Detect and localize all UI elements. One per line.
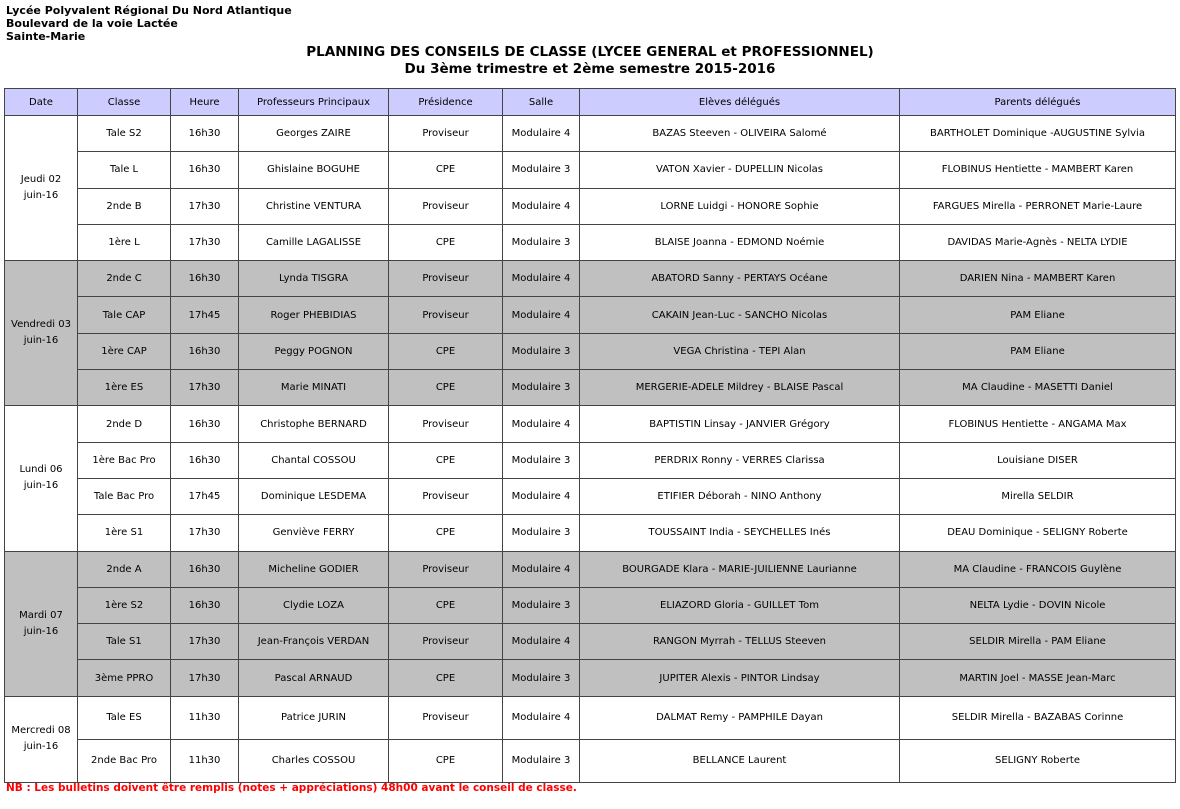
class-cell: 2nde Bac Pro <box>78 739 171 782</box>
column-header: Professeurs Principaux <box>239 89 389 116</box>
table-row <box>5 261 1176 297</box>
table-row <box>5 624 1176 660</box>
teacher-cell: Chantal COSSOU <box>239 442 389 478</box>
time-cell: 16h30 <box>171 551 239 587</box>
teacher-cell: Georges ZAIRE <box>239 116 389 152</box>
teacher-cell: Ghislaine BOGUHE <box>239 152 389 188</box>
class-cell: Tale L <box>78 152 171 188</box>
table-row <box>5 333 1176 369</box>
date-cell <box>5 261 78 406</box>
teacher-cell: Pascal ARNAUD <box>239 660 389 696</box>
column-header: Elèves délégués <box>580 89 900 116</box>
table-row <box>5 116 1176 152</box>
room-cell: Modulaire 3 <box>503 660 580 696</box>
teacher-cell: Roger PHEBIDIAS <box>239 297 389 333</box>
class-cell: 1ère S2 <box>78 587 171 623</box>
student-delegates-cell: MERGERIE-ADELE Mildrey - BLAISE Pascal <box>580 370 900 406</box>
student-delegates-cell: BAZAS Steeven - OLIVEIRA Salomé <box>580 116 900 152</box>
time-cell: 17h30 <box>171 224 239 260</box>
parent-delegates-cell: BARTHOLET Dominique -AUGUSTINE Sylvia <box>900 116 1176 152</box>
school-address: Boulevard de la voie Lactée <box>6 17 178 30</box>
table-row <box>5 515 1176 551</box>
time-cell: 17h30 <box>171 660 239 696</box>
presidency-cell: CPE <box>389 152 503 188</box>
parent-delegates-cell: NELTA Lydie - DOVIN Nicole <box>900 587 1176 623</box>
document-title <box>0 44 1180 78</box>
day-label: Jeudi 02 <box>20 174 62 186</box>
month-label: juin-16 <box>23 741 59 753</box>
room-cell: Modulaire 3 <box>503 224 580 260</box>
room-cell: Modulaire 4 <box>503 478 580 514</box>
time-cell: 17h30 <box>171 370 239 406</box>
teacher-cell: Jean-François VERDAN <box>239 624 389 660</box>
presidency-cell: CPE <box>389 442 503 478</box>
column-header: Présidence <box>389 89 503 116</box>
parent-delegates-cell: DARIEN Nina - MAMBERT Karen <box>900 261 1176 297</box>
parent-delegates-cell: SELDIR Mirella - PAM Eliane <box>900 624 1176 660</box>
room-cell: Modulaire 3 <box>503 442 580 478</box>
teacher-cell: Clydie LOZA <box>239 587 389 623</box>
class-cell: Tale S2 <box>78 116 171 152</box>
parent-delegates-cell: Louisiane DISER <box>900 442 1176 478</box>
time-cell: 16h30 <box>171 152 239 188</box>
month-label: juin-16 <box>23 190 59 202</box>
table-header-row <box>5 89 1176 116</box>
presidency-cell: CPE <box>389 333 503 369</box>
room-cell: Modulaire 4 <box>503 116 580 152</box>
table-row <box>5 224 1176 260</box>
student-delegates-cell: PERDRIX Ronny - VERRES Clarissa <box>580 442 900 478</box>
presidency-cell: Proviseur <box>389 297 503 333</box>
teacher-cell: Charles COSSOU <box>239 739 389 782</box>
presidency-cell: CPE <box>389 515 503 551</box>
planning-table <box>4 88 1176 783</box>
presidency-cell: CPE <box>389 224 503 260</box>
class-cell: Tale CAP <box>78 297 171 333</box>
parent-delegates-cell: DAVIDAS Marie-Agnès - NELTA LYDIE <box>900 224 1176 260</box>
presidency-cell: Proviseur <box>389 696 503 739</box>
parent-delegates-cell: MA Claudine - FRANCOIS Guylène <box>900 551 1176 587</box>
column-header: Date <box>5 89 78 116</box>
class-cell: 1ère Bac Pro <box>78 442 171 478</box>
table-row <box>5 152 1176 188</box>
parent-delegates-cell: PAM Eliane <box>900 297 1176 333</box>
date-cell <box>5 696 78 782</box>
room-cell: Modulaire 4 <box>503 188 580 224</box>
class-cell: 2nde A <box>78 551 171 587</box>
table-row <box>5 478 1176 514</box>
student-delegates-cell: VEGA Christina - TEPI Alan <box>580 333 900 369</box>
presidency-cell: Proviseur <box>389 116 503 152</box>
student-delegates-cell: JUPITER Alexis - PINTOR Lindsay <box>580 660 900 696</box>
date-cell <box>5 116 78 261</box>
parent-delegates-cell: FARGUES Mirella - PERRONET Marie-Laure <box>900 188 1176 224</box>
time-cell: 11h30 <box>171 739 239 782</box>
day-label: Lundi 06 <box>19 464 63 476</box>
column-header: Classe <box>78 89 171 116</box>
class-cell: 2nde D <box>78 406 171 442</box>
parent-delegates-cell: PAM Eliane <box>900 333 1176 369</box>
column-header: Salle <box>503 89 580 116</box>
class-cell: 2nde C <box>78 261 171 297</box>
table-row <box>5 739 1176 782</box>
room-cell: Modulaire 4 <box>503 261 580 297</box>
teacher-cell: Christophe BERNARD <box>239 406 389 442</box>
presidency-cell: Proviseur <box>389 478 503 514</box>
teacher-cell: Genvièvе FERRY <box>239 515 389 551</box>
room-cell: Modulaire 3 <box>503 587 580 623</box>
room-cell: Modulaire 4 <box>503 297 580 333</box>
student-delegates-cell: TOUSSAINT India - SEYCHELLES Inés <box>580 515 900 551</box>
time-cell: 11h30 <box>171 696 239 739</box>
table-row <box>5 370 1176 406</box>
parent-delegates-cell: Mirella SELDIR <box>900 478 1176 514</box>
table-body <box>5 116 1176 783</box>
table-row <box>5 660 1176 696</box>
table-row <box>5 551 1176 587</box>
time-cell: 17h30 <box>171 515 239 551</box>
month-label: juin-16 <box>23 625 59 637</box>
teacher-cell: Micheline GODIER <box>239 551 389 587</box>
student-delegates-cell: ABATORD Sanny - PERTAYS Océane <box>580 261 900 297</box>
room-cell: Modulaire 3 <box>503 152 580 188</box>
class-cell: Tale ES <box>78 696 171 739</box>
month-label: juin-16 <box>23 480 59 492</box>
presidency-cell: CPE <box>389 370 503 406</box>
presidency-cell: Proviseur <box>389 261 503 297</box>
title-line-1: PLANNING DES CONSEILS DE CLASSE (LYCEE GENERAL et PROFESSIONNEL) <box>306 44 874 60</box>
student-delegates-cell: ELIAZORD Gloria - GUILLET Tom <box>580 587 900 623</box>
footnote: NB : Les bulletins doivent être remplis (notes + appréciations) 48h00 avant le conseil de classe. <box>6 782 577 794</box>
student-delegates-cell: BAPTISTIN Linsay - JANVIER Grégory <box>580 406 900 442</box>
time-cell: 17h30 <box>171 188 239 224</box>
teacher-cell: Patrice JURIN <box>239 696 389 739</box>
parent-delegates-cell: SELIGNY Roberte <box>900 739 1176 782</box>
parent-delegates-cell: MARTIN Joel - MASSE Jean-Marc <box>900 660 1176 696</box>
presidency-cell: Proviseur <box>389 188 503 224</box>
teacher-cell: Dominique LESDEMA <box>239 478 389 514</box>
student-delegates-cell: CAKAIN Jean-Luc - SANCHO Nicolas <box>580 297 900 333</box>
class-cell: 1ère L <box>78 224 171 260</box>
title-line-2: Du 3ème trimestre et 2ème semestre 2015-2016 <box>404 61 776 77</box>
table-row <box>5 188 1176 224</box>
class-cell: 1ère ES <box>78 370 171 406</box>
day-label: Vendredi 03 <box>11 319 71 331</box>
presidency-cell: Proviseur <box>389 624 503 660</box>
table-row <box>5 587 1176 623</box>
teacher-cell: Peggy POGNON <box>239 333 389 369</box>
student-delegates-cell: ETIFIER Déborah - NINO Anthony <box>580 478 900 514</box>
table-row <box>5 696 1176 739</box>
time-cell: 16h30 <box>171 442 239 478</box>
time-cell: 16h30 <box>171 587 239 623</box>
date-cell <box>5 406 78 551</box>
class-cell: 3ème PPRO <box>78 660 171 696</box>
time-cell: 17h45 <box>171 297 239 333</box>
table-row <box>5 297 1176 333</box>
room-cell: Modulaire 4 <box>503 406 580 442</box>
room-cell: Modulaire 3 <box>503 739 580 782</box>
parent-delegates-cell: MA Claudine - MASETTI Daniel <box>900 370 1176 406</box>
presidency-cell: CPE <box>389 587 503 623</box>
room-cell: Modulaire 3 <box>503 515 580 551</box>
time-cell: 16h30 <box>171 261 239 297</box>
day-label: Mercredi 08 <box>11 725 71 737</box>
presidency-cell: Proviseur <box>389 406 503 442</box>
school-name: Lycée Polyvalent Régional Du Nord Atlantique <box>6 4 292 17</box>
class-cell: Tale S1 <box>78 624 171 660</box>
column-header: Parents délégués <box>900 89 1176 116</box>
time-cell: 17h30 <box>171 624 239 660</box>
class-cell: 1ère CAP <box>78 333 171 369</box>
student-delegates-cell: BELLANCE Laurent <box>580 739 900 782</box>
school-header <box>6 4 292 43</box>
student-delegates-cell: BOURGADE Klara - MARIE-JUILIENNE Laurianne <box>580 551 900 587</box>
parent-delegates-cell: SELDIR Mirella - BAZABAS Corinne <box>900 696 1176 739</box>
presidency-cell: CPE <box>389 660 503 696</box>
teacher-cell: Camille LAGALISSE <box>239 224 389 260</box>
date-cell <box>5 551 78 696</box>
student-delegates-cell: RANGON Myrrah - TELLUS Steeven <box>580 624 900 660</box>
student-delegates-cell: VATON Xavier - DUPELLIN Nicolas <box>580 152 900 188</box>
presidency-cell: Proviseur <box>389 551 503 587</box>
student-delegates-cell: DALMAT Remy - PAMPHILE Dayan <box>580 696 900 739</box>
room-cell: Modulaire 3 <box>503 333 580 369</box>
table-row <box>5 442 1176 478</box>
parent-delegates-cell: FLOBINUS Hentiette - MAMBERT Karen <box>900 152 1176 188</box>
time-cell: 17h45 <box>171 478 239 514</box>
presidency-cell: CPE <box>389 739 503 782</box>
time-cell: 16h30 <box>171 333 239 369</box>
teacher-cell: Christine VENTURA <box>239 188 389 224</box>
room-cell: Modulaire 4 <box>503 696 580 739</box>
column-header: Heure <box>171 89 239 116</box>
room-cell: Modulaire 4 <box>503 551 580 587</box>
day-label: Mardi 07 <box>19 609 63 621</box>
class-cell: 2nde B <box>78 188 171 224</box>
teacher-cell: Lynda TISGRA <box>239 261 389 297</box>
table-row <box>5 406 1176 442</box>
teacher-cell: Marie MINATI <box>239 370 389 406</box>
time-cell: 16h30 <box>171 116 239 152</box>
school-city: Sainte-Marie <box>6 30 86 43</box>
student-delegates-cell: LORNE Luidgi - HONORE Sophie <box>580 188 900 224</box>
room-cell: Modulaire 3 <box>503 370 580 406</box>
student-delegates-cell: BLAISE Joanna - EDMOND Noémie <box>580 224 900 260</box>
class-cell: 1ère S1 <box>78 515 171 551</box>
month-label: juin-16 <box>23 335 59 347</box>
time-cell: 16h30 <box>171 406 239 442</box>
parent-delegates-cell: FLOBINUS Hentiette - ANGAMA Max <box>900 406 1176 442</box>
room-cell: Modulaire 4 <box>503 624 580 660</box>
class-cell: Tale Bac Pro <box>78 478 171 514</box>
parent-delegates-cell: DEAU Dominique - SELIGNY Roberte <box>900 515 1176 551</box>
